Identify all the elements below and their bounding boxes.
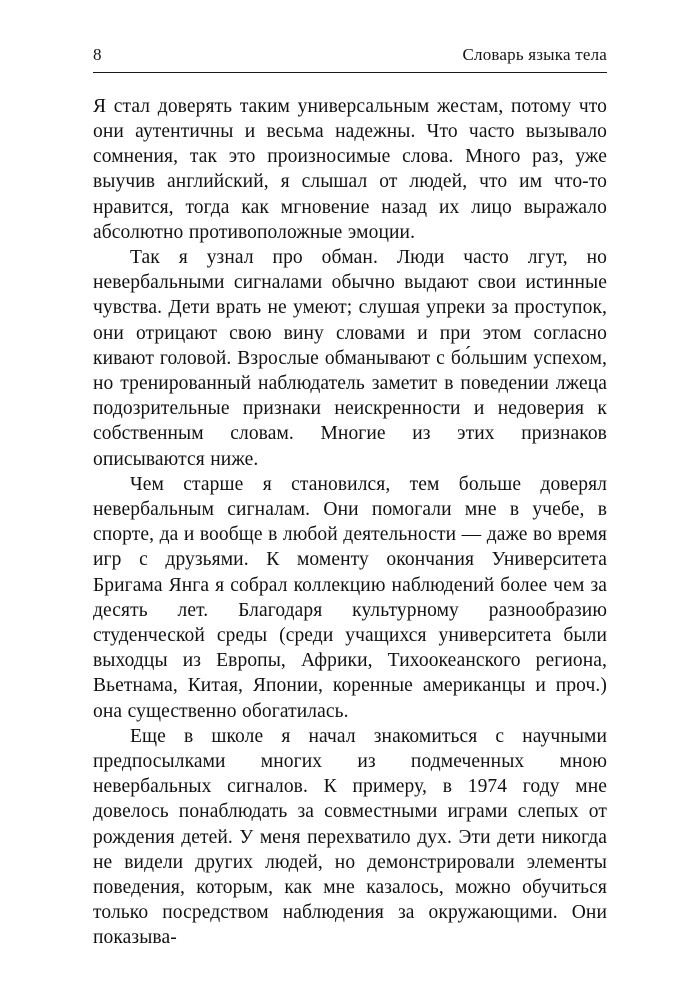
page-header bbox=[93, 46, 607, 73]
paragraph: Чем старше я становился, тем больше доверял невербальным сигналам. Они помогали мне в учебе, в спорте, да и вообще в любой деятельности — даже во время игр с друзьями. К моменту окончания Университета Бригама Янга я собрал коллекцию наблюдений более чем за десять лет. Благодаря культурному разнообразию студенческой среды (среди учащихся университета были выходцы из Европы, Африки, Тихоокеанского региона, Вьетнама, Китая, Японии, коренные американцы и проч.) она существенно обогатилась. bbox=[93, 473, 607, 722]
running-title: Словарь языка тела bbox=[462, 45, 607, 64]
paragraph-continuation: Я стал доверять таким универсальным жестам, потому что они аутентичны и весьма надежны. Что часто вызывало сомнения, так это произносимые слова. Много раз, уже выучив английский, я слышал от людей, что им что-то нравится, тогда как мгновение назад их лицо выражало абсолютно противоположные эмоции. bbox=[93, 95, 607, 243]
page-number: 8 bbox=[93, 45, 102, 64]
paragraph: Так я узнал про обман. Люди часто лгут, но невербальными сигналами обычно выдают свои истинные чувства. Дети врать не умеют; слушая упреки за проступок, они отрицают свою вину словами и при этом согласно кивают головой. Взрослые обманывают с бо́льшим успехом, но тренированный наблюдатель заметит в поведении лжеца подозрительные признаки неискренности и недоверия к собственным словам. Многие из этих признаков описываются ниже. bbox=[93, 246, 607, 470]
page-body bbox=[93, 94, 607, 951]
paragraph: Еще в школе я начал знакомиться с научными предпосылками многих из подмеченных мною невербальных сигналов. К примеру, в 1974 году мне довелось понаблюдать за совместными играми слепых от рождения детей. У меня перехватило дух. Эти дети никогда не видели других людей, но демонстрировали элементы поведения, которым, как мне казалось, можно обучиться только посредством наблюдения за окружающими. Они показыва- bbox=[93, 725, 607, 949]
